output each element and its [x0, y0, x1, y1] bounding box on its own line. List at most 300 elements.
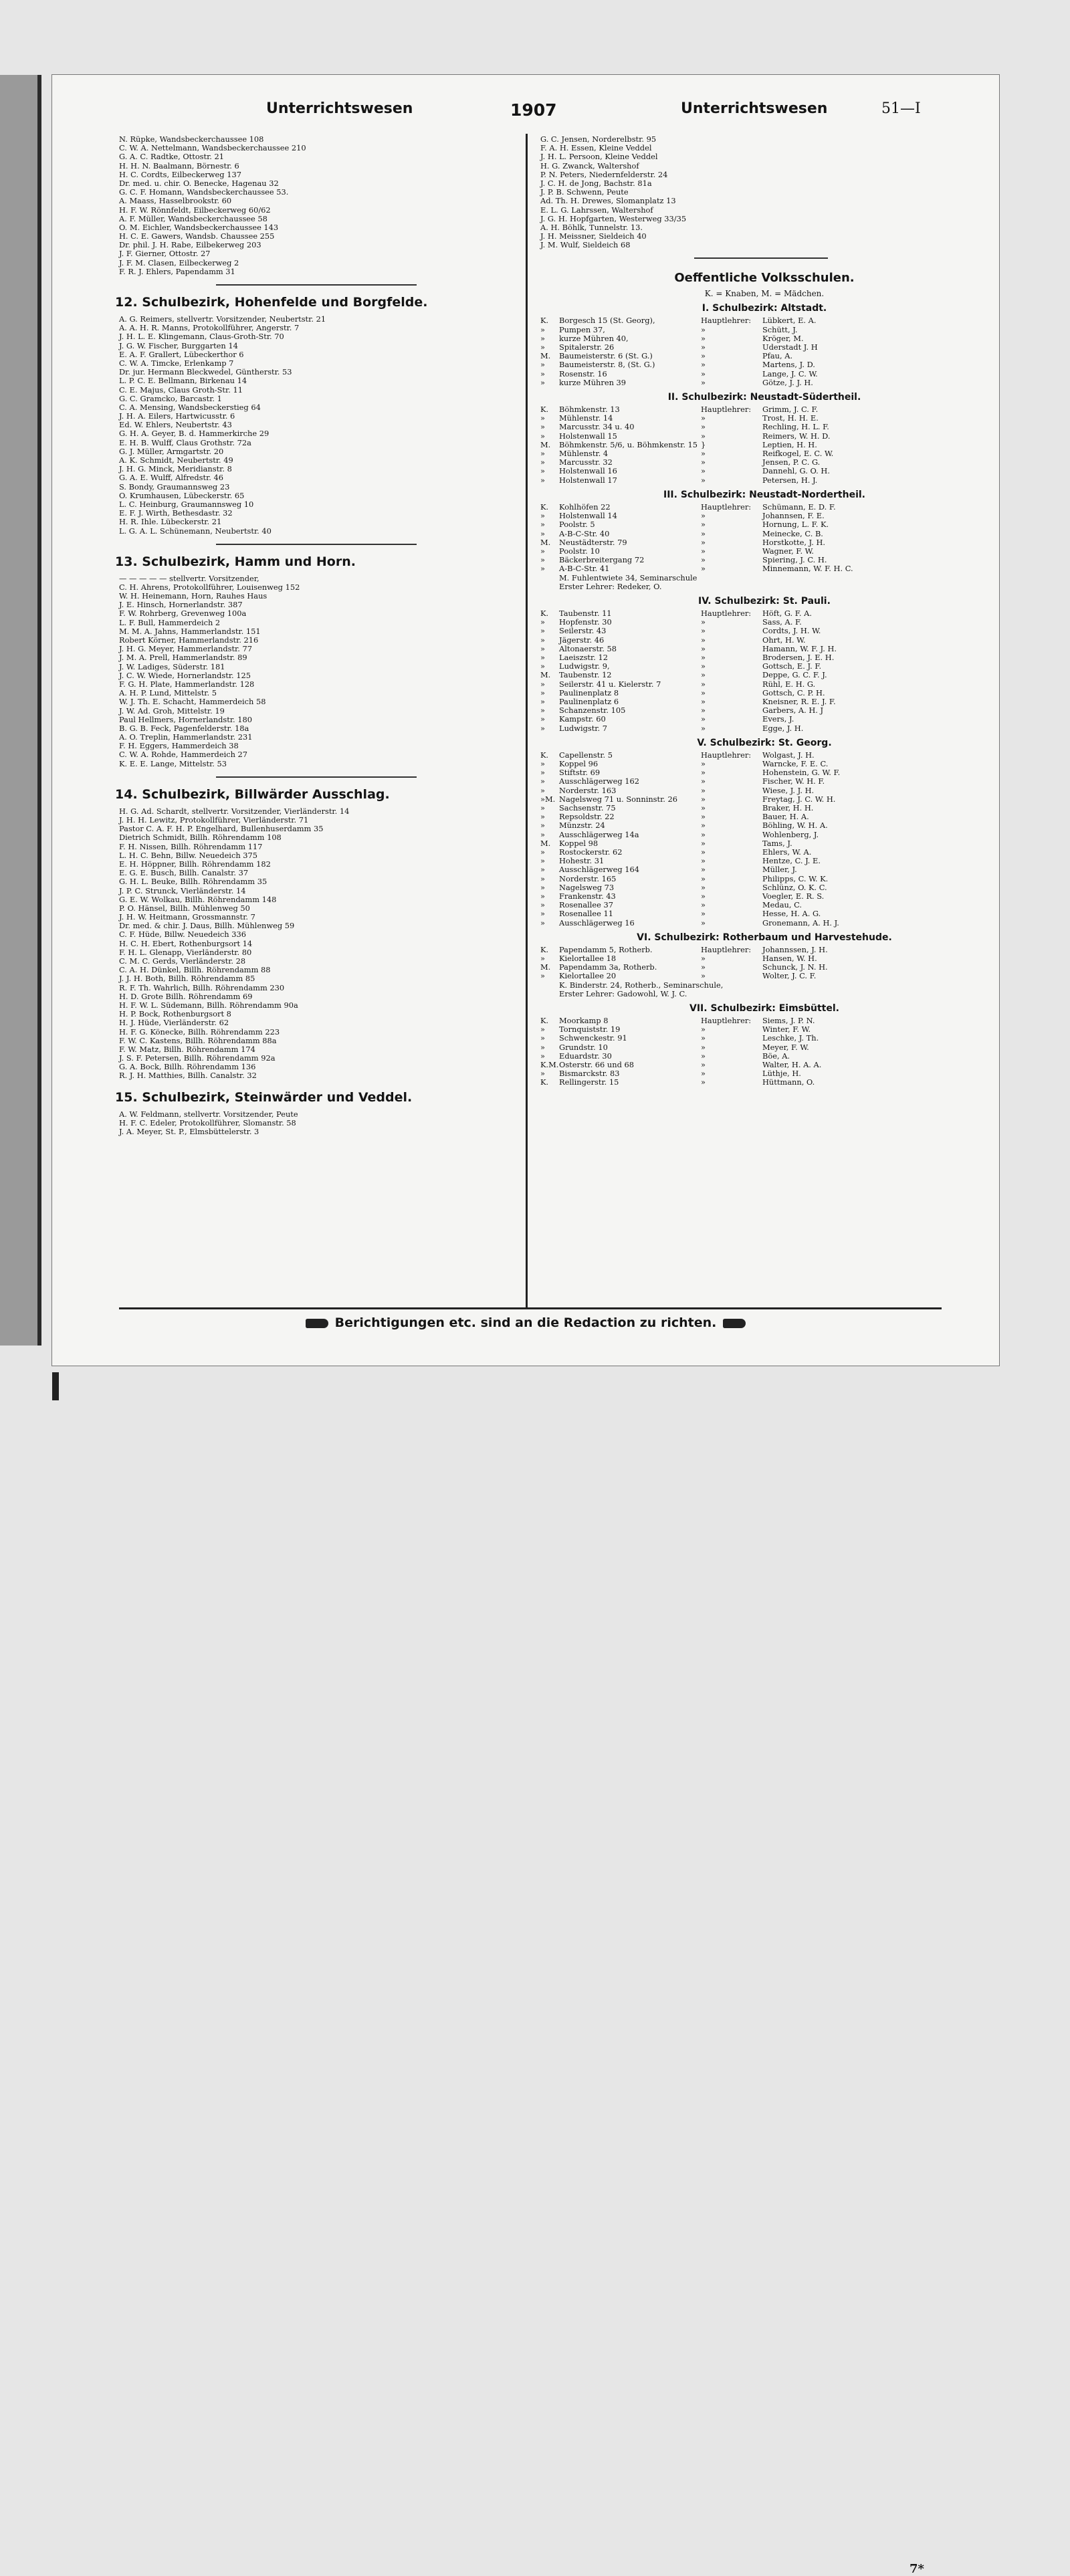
- school-type: »: [540, 661, 545, 671]
- entry-line: J. A. Meyer, St. P., Elmsbüttelerstr. 3: [119, 1127, 259, 1136]
- school-type: »: [540, 802, 545, 813]
- school-address: Grundstr. 10: [559, 1042, 608, 1052]
- entry-line: L. G. A. L. Schünemann, Neubertstr. 40: [119, 526, 272, 536]
- teacher-name: Müller, J.: [762, 865, 797, 875]
- teacher-role: »: [701, 1025, 706, 1035]
- pointing-hand-icon: [723, 1319, 746, 1328]
- school-address: Ludwigstr. 9,: [559, 661, 610, 671]
- entry-line: O. Krumhausen, Lübeckerstr. 65: [119, 490, 245, 500]
- header-right: Unterrichtswesen: [681, 100, 828, 117]
- teacher-role: »: [701, 643, 706, 653]
- entry-line: H. H. N. Baalmann, Börnestr. 6: [119, 160, 239, 171]
- footer-notice: Berichtigungen etc. sind an die Redaction zu richten.: [334, 1315, 717, 1330]
- section-heading: 12. Schulbezirk, Hohenfelde und Borgfelde.: [115, 295, 428, 310]
- teacher-name: Kneisner, R. E. J. F.: [762, 696, 836, 706]
- school-type: »: [540, 368, 545, 379]
- entry-line: J. W. Ad. Groh, Mittelstr. 19: [119, 706, 225, 716]
- school-address: A-B-C-Str. 41: [559, 564, 610, 574]
- document-page: [52, 75, 999, 2576]
- entry-line: J. P. C. Strunck, Vierländerstr. 14: [119, 885, 246, 895]
- teacher-name: Cordts, J. H. W.: [762, 626, 821, 636]
- teacher-name: Deppe, G. C. F. J.: [762, 670, 827, 680]
- school-type: »: [540, 1042, 545, 1052]
- school-type: »: [540, 723, 545, 733]
- school-type: »: [540, 768, 545, 778]
- entry-line: J. M. Wulf, Sieldeich 68: [540, 240, 631, 250]
- school-row: [540, 423, 988, 431]
- school-row: [540, 636, 988, 645]
- teacher-name: Lüthje, H.: [762, 1069, 801, 1079]
- left-page-edge: [0, 75, 41, 1346]
- teacher-name: Garbers, A. H. J: [762, 706, 824, 716]
- school-address: Rostockerstr. 62: [559, 847, 623, 857]
- entry-line: J. J. H. Both, Billh. Röhrendamm 85: [119, 974, 255, 984]
- entry-line: Robert Körner, Hammerlandstr. 216: [119, 635, 259, 645]
- teacher-name: Freytag, J. C. W. H.: [762, 794, 836, 804]
- school-address: Ausschlägerweg 16: [559, 918, 635, 928]
- school-address: Laeiszstr. 12: [559, 652, 608, 662]
- left-column: [115, 134, 514, 1136]
- seminar-note: M. Fuhlentwiete 34, Seminarschule: [559, 572, 698, 582]
- seminar-note: K. Binderstr. 24, Rotherb., Seminarschule,: [559, 980, 724, 990]
- entry-line: F. G. H. Plate, Hammerlandstr. 128: [119, 679, 255, 689]
- school-row: [540, 564, 988, 573]
- school-row: [540, 875, 988, 883]
- teacher-role: »: [701, 962, 706, 972]
- entry-line: G. C. F. Homann, Wandsbeckerchaussee 53.: [119, 187, 289, 197]
- school-address: Mühlenstr. 4: [559, 449, 609, 459]
- entry-line: P. N. Peters, Niedernfelderstr. 24: [540, 169, 668, 179]
- school-address: Kielortallee 18: [559, 954, 617, 964]
- school-type: »: [540, 847, 545, 857]
- entry-line: F. H. Eggers, Hammerdeich 38: [119, 741, 239, 751]
- school-row: [540, 786, 988, 795]
- school-address: Taubenstr. 11: [559, 608, 612, 618]
- entry-line: C. M. C. Gerds, Vierländerstr. 28: [119, 956, 246, 966]
- teacher-role: »: [701, 856, 706, 866]
- teacher-role: »: [701, 1077, 706, 1087]
- teacher-role: »: [701, 652, 706, 662]
- school-address: Holstenwall 14: [559, 511, 617, 521]
- entry-line: R. J. H. Matthies, Billh. Canalstr. 32: [119, 1071, 257, 1081]
- entry-line: A. G. Reimers, stellvertr. Vorsitzender, Neubertstr. 21: [119, 314, 326, 324]
- school-address: Ausschlägerweg 14a: [559, 829, 639, 839]
- teacher-name: Wiese, J. J. H.: [762, 785, 815, 795]
- entry-line: H. C. H. Ebert, Rothenburgsort 14: [119, 938, 253, 948]
- teacher-role: »: [701, 909, 706, 919]
- teacher-role: »: [701, 431, 706, 441]
- teacher-name: Spiering, J. C. H.: [762, 555, 827, 565]
- entry-line: J. S. F. Petersen, Billh. Röhrendamm 92a: [119, 1053, 276, 1063]
- school-type: »: [540, 475, 545, 485]
- teacher-name: Lübkert, E. A.: [762, 316, 817, 326]
- teacher-name: Bauer, H. A.: [762, 812, 809, 822]
- teacher-name: Lange, J. C. W.: [762, 368, 818, 379]
- school-row: [540, 379, 988, 387]
- entry-line: G. H. A. Geyer, B. d. Hammerkirche 29: [119, 429, 270, 439]
- school-type: »M.: [540, 794, 556, 804]
- school-row: [540, 865, 988, 874]
- school-address: Taubenstr. 12: [559, 670, 612, 680]
- teacher-role: »: [701, 873, 706, 883]
- entry-line: C. W. A. Nettelmann, Wandsbeckerchaussee 210: [119, 143, 306, 153]
- footer-notice-line: [52, 1315, 999, 1330]
- school-type: K.: [540, 750, 549, 760]
- teacher-name: Reimers, W. H. D.: [762, 431, 831, 441]
- pointing-hand-icon: [306, 1319, 328, 1328]
- school-row: [540, 724, 988, 733]
- entry-line: G. C. Jensen, Norderelbstr. 95: [540, 134, 657, 144]
- school-address: Rosenstr. 16: [559, 368, 607, 379]
- entry-line: E. H. Höppner, Billh. Röhrendamm 182: [119, 859, 271, 869]
- teacher-name: Sass, A. F.: [762, 617, 802, 627]
- teacher-name: Hohenstein, G. W. F.: [762, 768, 841, 778]
- section-separator: [216, 544, 417, 545]
- entry-line: G. A. C. Radtke, Ottostr. 21: [119, 152, 225, 162]
- teacher-role: Hauptlehrer:: [701, 608, 752, 618]
- teacher-role: »: [701, 1033, 706, 1043]
- school-type: M.: [540, 439, 551, 449]
- teacher-name: Grimm, J. C. F.: [762, 405, 819, 415]
- teacher-role: »: [701, 900, 706, 910]
- entry-line: F. A. H. Essen, Kleine Veddel: [540, 143, 652, 153]
- school-type: »: [540, 342, 545, 352]
- teacher-name: Gottsch, C. P. H.: [762, 687, 825, 697]
- teacher-role: »: [701, 555, 706, 565]
- teacher-name: Leschke, J. Th.: [762, 1033, 819, 1043]
- teacher-role: »: [701, 714, 706, 724]
- entry-line: H. F. W. L. Südemann, Billh. Röhrendamm 90a: [119, 1000, 298, 1010]
- teacher-name: Meyer, F. W.: [762, 1042, 809, 1052]
- teacher-role: »: [701, 422, 706, 432]
- entry-line: C. W. A. Rohde, Hammerdeich 27: [119, 750, 248, 760]
- school-type: »: [540, 413, 545, 423]
- school-address: Rosenallee 11: [559, 909, 614, 919]
- teacher-name: Wolter, J. C. F.: [762, 971, 817, 981]
- school-address: Ausschlägerweg 162: [559, 776, 640, 786]
- school-row: [540, 795, 988, 804]
- teacher-name: Wolgast, J. H.: [762, 750, 815, 760]
- school-type: »: [540, 466, 545, 476]
- school-address: Seilerstr. 41 u. Kielerstr. 7: [559, 679, 661, 689]
- school-row: [540, 530, 988, 538]
- seminar-note: Erster Lehrer: Gadowohl, W. J. C.: [559, 988, 687, 998]
- teacher-name: Egge, J. H.: [762, 723, 804, 733]
- teacher-role: »: [701, 829, 706, 839]
- entry-line: F. W. C. Kastens, Billh. Röhrendamm 88a: [119, 1035, 277, 1045]
- teacher-role: »: [701, 1060, 706, 1070]
- school-row: [540, 909, 988, 918]
- teacher-role: »: [701, 891, 706, 901]
- entry-line: W. H. Heinemann, Horn, Rauhes Haus: [119, 591, 268, 601]
- entry-line: L. C. Heinburg, Graumannsweg 10: [119, 499, 254, 509]
- district-heading: II. Schulbezirk: Neustadt-Südertheil.: [667, 392, 861, 403]
- header-left: Unterrichtswesen: [266, 100, 413, 117]
- school-type: »: [540, 635, 545, 645]
- school-row: [540, 972, 988, 980]
- teacher-role: »: [701, 457, 706, 467]
- entry-line: N. Rüpke, Wandsbeckerchaussee 108: [119, 134, 264, 144]
- teacher-role: »: [701, 333, 706, 343]
- teacher-role: »: [701, 449, 706, 459]
- school-type: »: [540, 626, 545, 636]
- footer-rule: [119, 1307, 942, 1309]
- teacher-role: »: [701, 670, 706, 680]
- teacher-name: Horstkotte, J. H.: [762, 537, 826, 547]
- teacher-name: Uderstadt J. H: [762, 342, 818, 352]
- teacher-role: »: [701, 706, 706, 716]
- teacher-role: »: [701, 537, 706, 547]
- entry-line: S. Bondy, Graumannsweg 23: [119, 481, 230, 492]
- teacher-role: »: [701, 360, 706, 370]
- teacher-role: »: [701, 865, 706, 875]
- entry-line: L. H. C. Behn, Billw. Neuedeich 375: [119, 850, 258, 860]
- entry-line: B. G. B. Feck, Pagenfelderstr. 18a: [119, 723, 249, 733]
- school-row: [540, 919, 988, 928]
- teacher-name: Jensen, P. C. G.: [762, 457, 821, 467]
- teacher-role: »: [701, 794, 706, 804]
- school-address: Moorkamp 8: [559, 1016, 609, 1026]
- school-row: [540, 777, 988, 786]
- entry-line: Ad. Th. H. Drewes, Slomanplatz 13: [540, 196, 676, 206]
- teacher-name: Warncke, F. E. C.: [762, 758, 829, 768]
- entry-line: J. C. H. de Jong, Bachstr. 81a: [540, 178, 652, 188]
- school-type: »: [540, 856, 545, 866]
- school-address: Holstenwall 17: [559, 475, 617, 485]
- teacher-role: »: [701, 351, 706, 361]
- teacher-role: »: [701, 847, 706, 857]
- entry-line: L. F. Bull, Hammerdeich 2: [119, 617, 221, 627]
- school-row: [540, 689, 988, 697]
- school-type: »: [540, 696, 545, 706]
- teacher-role: »: [701, 821, 706, 831]
- teacher-role: »: [701, 758, 706, 768]
- header-page-number: 51—I: [881, 100, 921, 117]
- teacher-name: Schütt, J.: [762, 324, 798, 334]
- school-type: »: [540, 457, 545, 467]
- teacher-name: Gottsch, E. J. F.: [762, 661, 822, 671]
- school-address: Poolstr. 10: [559, 546, 600, 556]
- school-type: »: [540, 652, 545, 662]
- school-type: K.: [540, 316, 549, 326]
- district-heading: IV. Schulbezirk: St. Pauli.: [698, 595, 831, 607]
- entry-line: G. H. L. Beuke, Billh. Röhrendamm 35: [119, 877, 268, 887]
- teacher-name: Kröger, M.: [762, 333, 804, 343]
- teacher-role: »: [701, 324, 706, 334]
- teacher-role: »: [701, 413, 706, 423]
- teacher-name: Medau, C.: [762, 900, 802, 910]
- teacher-name: Dannehl, G. O. H.: [762, 466, 830, 476]
- teacher-name: Braker, H. H.: [762, 802, 814, 813]
- entry-line: J. F. Gierner, Ottostr. 27: [119, 249, 211, 259]
- school-type: »: [540, 511, 545, 521]
- school-type: »: [540, 873, 545, 883]
- school-row: [540, 360, 988, 369]
- school-address: Bäckerbreitergang 72: [559, 555, 645, 565]
- school-address: Papendamm 3a, Rotherb.: [559, 962, 657, 972]
- school-type: »: [540, 812, 545, 822]
- teacher-name: Siems, J. P. N.: [762, 1016, 815, 1026]
- school-row: [540, 715, 988, 724]
- section-heading: 13. Schulbezirk, Hamm und Horn.: [115, 554, 356, 569]
- entry-line: G. A. E. Wulff, Alfredstr. 46: [119, 473, 224, 483]
- school-type: »: [540, 1069, 545, 1079]
- entry-line: A. O. Treplin, Hammerlandstr. 231: [119, 732, 253, 742]
- school-address: Poolstr. 5: [559, 520, 595, 530]
- entry-line: J. E. Hinsch, Hornerlandstr. 387: [119, 600, 243, 610]
- section-separator: [216, 776, 417, 778]
- teacher-name: Ohrt, H. W.: [762, 635, 806, 645]
- school-type: M.: [540, 670, 551, 680]
- section-heading: 14. Schulbezirk, Billwärder Ausschlag.: [115, 786, 390, 802]
- teacher-role: »: [701, 377, 706, 387]
- teacher-name: Winter, F. W.: [762, 1025, 811, 1035]
- school-address: Marcusstr. 34 u. 40: [559, 422, 635, 432]
- entry-line: F. H. L. Glenapp, Vierländerstr. 80: [119, 947, 252, 957]
- school-type: »: [540, 954, 545, 964]
- entry-line: H. F. W. Rönnfeldt, Eilbeckerweg 60/62: [119, 205, 271, 215]
- teacher-name: Voegler, E. R. S.: [762, 891, 825, 901]
- entry-line: K. E. E. Lange, Mittelstr. 53: [119, 758, 227, 768]
- school-type: »: [540, 679, 545, 689]
- school-address: Pumpen 37,: [559, 324, 605, 334]
- entry-line: H. D. Grote Billh. Röhrendamm 69: [119, 991, 253, 1001]
- entry-line: E. A. F. Grallert, Lübeckerthor 6: [119, 349, 244, 359]
- school-address: Böhmkenstr. 13: [559, 405, 620, 415]
- school-row: [540, 538, 988, 547]
- entry-line: J. H. G. Meyer, Hammerlandstr. 77: [119, 644, 252, 654]
- school-type: »: [540, 971, 545, 981]
- entry-line: P. O. Hänsel, Billh. Mühlenweg 50: [119, 903, 250, 913]
- teacher-role: »: [701, 368, 706, 379]
- teacher-name: Evers, J.: [762, 714, 794, 724]
- entry-line: H. F. G. Könecke, Billh. Röhrendamm 223: [119, 1027, 280, 1037]
- school-address: Seilerstr. 43: [559, 626, 607, 636]
- school-address: Ausschlägerweg 164: [559, 865, 640, 875]
- teacher-role: »: [701, 785, 706, 795]
- teacher-name: Pfau, A.: [762, 351, 793, 361]
- school-address: Altonaerstr. 58: [559, 643, 617, 653]
- school-address: Neustädterstr. 79: [559, 537, 627, 547]
- school-row: [540, 751, 988, 760]
- school-type: »: [540, 829, 545, 839]
- school-row: [540, 821, 988, 830]
- entry-line: A. F. Müller, Wandsbeckerchaussee 58: [119, 213, 268, 223]
- entry-line: G. J. Müller, Armgartstr. 20: [119, 446, 224, 456]
- district-heading: III. Schulbezirk: Neustadt-Nordertheil.: [663, 489, 865, 500]
- legend-note: K. = Knaben, M. = Mädchen.: [704, 289, 825, 299]
- school-type: »: [540, 643, 545, 653]
- school-address: Nagelsweg 73: [559, 882, 615, 892]
- entry-line: C. E. Majus, Claus Groth-Str. 11: [119, 385, 243, 395]
- teacher-name: Walter, H. A. A.: [762, 1060, 822, 1070]
- entry-line: G. A. Bock, Billh. Röhrendamm 136: [119, 1062, 256, 1072]
- section-separator: [216, 284, 417, 286]
- teacher-name: Hüttmann, O.: [762, 1077, 815, 1087]
- entry-line: J. H. W. Heitmann, Grossmannstr. 7: [119, 912, 255, 922]
- school-address: Repsoldstr. 22: [559, 812, 615, 822]
- entry-line: H. R. Ihle. Lübeckerstr. 21: [119, 517, 222, 527]
- school-type: K.: [540, 405, 549, 415]
- entry-line: M. M. A. Jahns, Hammerlandstr. 151: [119, 626, 261, 636]
- school-type: »: [540, 333, 545, 343]
- school-row: [540, 432, 988, 441]
- entry-line: J. G. H. Hopfgarten, Westerweg 33/35: [540, 213, 687, 223]
- entry-line: J. W. Ladiges, Süderstr. 181: [119, 661, 225, 671]
- teacher-role: Hauptlehrer:: [701, 316, 752, 326]
- school-address: Kampstr. 60: [559, 714, 606, 724]
- teacher-role: »: [701, 511, 706, 521]
- entry-line: R. F. Th. Wahrlich, Billh. Röhrendamm 230: [119, 982, 285, 992]
- school-type: K.M.: [540, 1060, 559, 1070]
- teacher-role: »: [701, 466, 706, 476]
- school-type: »: [540, 785, 545, 795]
- teacher-name: Schlünz, O. K. C.: [762, 882, 827, 892]
- school-address: kurze Mühren 40,: [559, 333, 629, 343]
- teacher-name: Hesse, H. A. G.: [762, 909, 821, 919]
- school-type: K.: [540, 502, 549, 512]
- school-address: kurze Mühren 39: [559, 377, 627, 387]
- teacher-role: »: [701, 802, 706, 813]
- entry-line: G. C. Gramcko, Barcastr. 1: [119, 393, 222, 403]
- school-type: »: [540, 449, 545, 459]
- teacher-name: Ehlers, W. A.: [762, 847, 812, 857]
- teacher-role: »: [701, 723, 706, 733]
- entry-line: Dietrich Schmidt, Billh. Röhrendamm 108: [119, 833, 282, 843]
- teacher-role: »: [701, 971, 706, 981]
- page-header: [52, 100, 999, 127]
- teacher-role: »: [701, 776, 706, 786]
- teacher-role: Hauptlehrer:: [701, 1016, 752, 1026]
- school-row: [540, 316, 988, 325]
- entry-line: G. E. W. Wolkau, Billh. Röhrendamm 148: [119, 894, 277, 904]
- school-address: Sachsenstr. 75: [559, 802, 616, 813]
- teacher-name: Böe, A.: [762, 1051, 790, 1061]
- school-type: »: [540, 714, 545, 724]
- school-type: »: [540, 528, 545, 538]
- school-row: [540, 680, 988, 689]
- school-row: [540, 1034, 988, 1043]
- entry-line: A. K. Schmidt, Neubertstr. 49: [119, 455, 233, 465]
- district-heading: VI. Schulbezirk: Rotherbaum und Harvestehude.: [637, 932, 892, 943]
- margin-mark: [52, 1372, 59, 1400]
- school-type: M.: [540, 962, 551, 972]
- teacher-role: »: [701, 687, 706, 697]
- seminar-note: Erster Lehrer: Redeker, O.: [559, 581, 662, 591]
- school-type: »: [540, 865, 545, 875]
- school-type: »: [540, 909, 545, 919]
- entry-line: J. C. W. Wiede, Hornerlandstr. 125: [119, 670, 251, 680]
- signature-mark: 7*: [909, 2562, 924, 2576]
- school-type: »: [540, 882, 545, 892]
- school-type: M.: [540, 351, 551, 361]
- school-type: M.: [540, 537, 551, 547]
- school-type: »: [540, 900, 545, 910]
- entry-line: Dr. jur. Hermann Bleckwedel, Güntherstr. 53: [119, 367, 292, 377]
- section-title: Oeffentliche Volksschulen.: [674, 271, 855, 286]
- entry-line: J. P. B. Schwenn, Peute: [540, 187, 629, 197]
- school-address: Rosenallee 37: [559, 900, 614, 910]
- teacher-name: Gronemann, A. H. J.: [762, 918, 839, 928]
- school-type: »: [540, 1033, 545, 1043]
- teacher-role: Hauptlehrer:: [701, 502, 752, 512]
- teacher-name: Höft, G. F. A.: [762, 608, 812, 618]
- teacher-name: Hornung, L. F. K.: [762, 520, 829, 530]
- district-heading: I. Schulbezirk: Altstadt.: [702, 303, 827, 314]
- school-row: [540, 831, 988, 839]
- school-address: Mühlenstr. 14: [559, 413, 613, 423]
- entry-line: C. A. Mensing, Wandsbeckerstieg 64: [119, 402, 261, 412]
